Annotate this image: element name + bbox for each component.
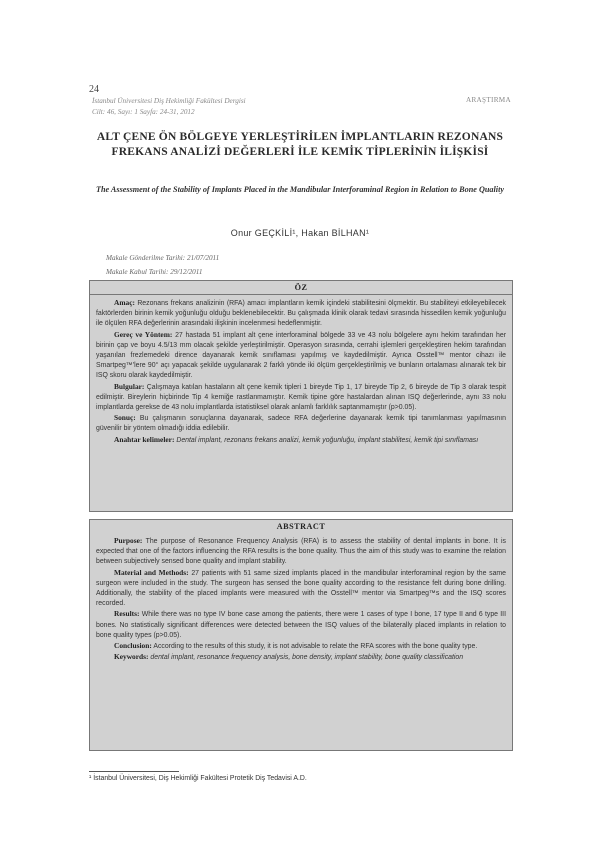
article-dates [106,251,219,279]
turkish-abstract-box [89,280,513,512]
oz-bulgular: Bulgular: Çalışmaya katılan hastaların alt çene kemik tipleri 1 bireyde Tip 1, 17 bireyde Tip 2, 6 bireyde de Tip 3 olarak tespit edilmiştir. Bireylerin hiçbirinde Tip 4 kemiğe rastlanmamıştır. Kemik tipine göre hastalardan alınan ISQ değerlerinde, aynı 33 nolu implantlarda gerekse de 43 nolu implantlarda istatistiksel olarak anlamlı farklılık saptanmamıştır (p>0.05). [96,381,506,412]
accepted-date: Makale Kabul Tarihi: 29/12/2011 [106,268,203,276]
abstract-results: Results: While there was no type IV bone case among the patients, there were 1 cases of type I bone, 17 type II and 6 type III bones. No statistically significant differences were detected between the ISQ values of the bilaterally placed implants in relation to bone quality types (p>0.05). [96,609,506,639]
oz-gerec: Gereç ve Yöntem: 27 hastada 51 implant alt çene interforaminal bölgede 33 ve 43 nolu bölgelere aynı hekim tarafından her birinin çap ve boyu 4.5/13 mm olacak şekilde yerleştirilmiştir. Operasyon sırasında, cerrahi işlemleri gerçekleştiren hekim tarafından yaşanılan frezlemedeki dirence dayanarak kemik sınıflaması yapılmış ve kaydedilmiştir. Ayrıca Osstell™ mentor cihazı ile Smartpeg™'lere 90° açı yapacak şekilde uygulanarak 2 farklı yönde iki ölçüm gerçekleştirilmiş ve bunların ortalaması alınarak tek bir ISQ skoru olarak kaydedilmiştir. [96,329,506,380]
journal-header [92,96,246,118]
abstract-body [90,533,512,663]
oz-heading: ÖZ [90,281,512,295]
page-number: 24 [89,84,99,95]
journal-volume: Cilt: 46, Sayı: 1 Sayfa: 24-31, 2012 [92,108,195,116]
abstract-heading: ABSTRACT [276,522,326,531]
english-title: The Assessment of the Stability of Implants Placed in the Mandibular Interforaminal Region in Relation to Bone Quality [96,185,504,194]
english-abstract-box [89,519,513,751]
oz-amac: Amaç: Rezonans frekans analizinin (RFA) amacı implantların kemik içindeki stabilitesini ölçmektir. Bu stabiliteyi etkileyebilecek faktörlerden birinin kemik yoğunluğu olduğu beklenebilecektir. Bu çalışmada klinik olarak tedavi sırasında hissedilen kemik yoğunluğu ile ölçülen RFA değerlerinin arasındaki ilişkinin incelenmesi hedeflenmiştir. [96,298,506,328]
abstract-conclusion: Conclusion: According to the results of this study, it is not advisable to relate the RFA scores with the bone quality type. [114,641,478,651]
oz-sonuc: Sonuç: Bu çalışmanın sonuçlarına dayanarak, sadece RFA değerlerine dayanarak kemik tipi tanımlanması yapılmasının güvenilir bir yöntem olmadığı iddia edilebilir. [96,413,506,433]
footnote-divider [89,771,179,772]
received-date: Makale Gönderilme Tarihi: 21/07/2011 [106,254,220,262]
oz-keywords: Anahtar kelimeler: Dental implant, rezonans frekans analizi, kemik yoğunluğu, implant stabilitesi, kemik tipi sınıflaması [114,434,479,444]
article-title: ALT ÇENE ÖN BÖLGEYE YERLEŞTİRİLEN İMPLANTLARIN REZONANS FREKANS ANALİZİ DEĞERLERİ İLE KEMİK TİPLERİNİN İLİŞKİSİ [96,131,504,158]
authors: Onur GEÇKİLİ¹, Hakan BİLHAN¹ [230,228,370,238]
affiliation-footnote: ¹ İstanbul Üniversitesi, Diş Hekimliği Fakültesi Protetik Diş Tedavisi A.D. [89,775,307,782]
journal-name: İstanbul Üniversitesi Diş Hekimliği Fakültesi Dergisi [92,97,246,105]
oz-body [90,295,512,446]
article-type: ARAŞTIRMA [465,96,511,104]
abstract-purpose: Purpose: The purpose of Resonance Frequency Analysis (RFA) is to assess the stability of dental implants in bone. It is expected that one of the factors influencing the RFA results is the bone quality. Thus the aim of this study was to examine the relation between subjectively sensed bone quality and implant stability. [96,536,506,566]
abstract-keywords: Keywords: dental implant, resonance frequency analysis, bone density, implant stability, bone quality classification [114,652,464,662]
abstract-material: Material and Methods: 27 patients with 51 same sized implants placed in the mandibular interforaminal region by the same surgeon were included in the study. The surgeon has sensed the bone quality according to the resistance felt during bone drilling. Additionally, the stability of the placed implants were measured with the Osstell™ mentor via Smartpeg™s and the ISQ scores recorded. [96,567,506,608]
